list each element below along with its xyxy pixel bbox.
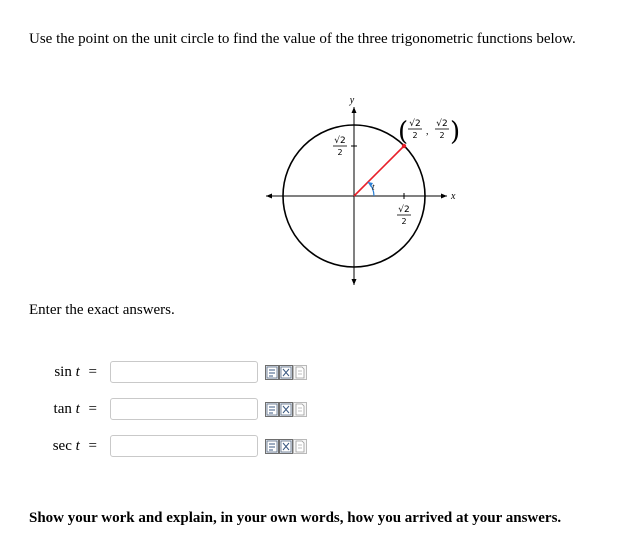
sec-var: t bbox=[75, 438, 80, 454]
tan-var: t bbox=[75, 401, 80, 417]
symbol-editor-icon[interactable] bbox=[279, 402, 293, 417]
tan-fn-name: tan bbox=[53, 401, 72, 417]
sin-fn-name: sin bbox=[54, 364, 72, 380]
sin-equals: = bbox=[88, 364, 97, 380]
sin-answer-row bbox=[0, 361, 638, 385]
y-axis-bottom-arrow bbox=[352, 279, 357, 285]
math-editor-icon[interactable] bbox=[265, 365, 279, 380]
tan-label bbox=[54, 401, 97, 418]
x-axis-right-arrow bbox=[441, 194, 447, 199]
y-axis-label: y bbox=[349, 95, 355, 106]
instruction-text: Use the point on the unit circle to find the value of the three trigonometric functions below. bbox=[29, 31, 576, 47]
angle-label: t bbox=[372, 182, 375, 192]
math-editor-icon[interactable] bbox=[265, 402, 279, 417]
x-tick-numerator: √2 bbox=[398, 205, 410, 215]
symbol-editor-icon[interactable] bbox=[279, 365, 293, 380]
point-label-open-paren: ( bbox=[398, 117, 409, 147]
math-editor-icon[interactable] bbox=[265, 439, 279, 454]
point-x-denominator: 2 bbox=[412, 131, 418, 140]
help-doc-icon[interactable] bbox=[293, 365, 307, 380]
tan-answer-input[interactable] bbox=[110, 398, 258, 420]
x-axis-label: x bbox=[451, 191, 456, 202]
x-axis-left-arrow bbox=[266, 194, 272, 199]
sec-fn-name: sec bbox=[52, 438, 72, 454]
sin-answer-input[interactable] bbox=[110, 361, 258, 383]
unit-circle-figure bbox=[262, 92, 462, 292]
sin-var: t bbox=[75, 364, 80, 380]
point-y-numerator: √2 bbox=[436, 119, 448, 129]
point-comma: , bbox=[426, 126, 429, 137]
show-work-instruction: Show your work and explain, in your own words, how you arrived at your answers. bbox=[29, 510, 562, 526]
y-tick-denominator: 2 bbox=[337, 148, 343, 157]
help-doc-icon[interactable] bbox=[293, 439, 307, 454]
tan-equals: = bbox=[88, 401, 97, 417]
sec-answer-row bbox=[0, 435, 638, 459]
sec-equals: = bbox=[88, 438, 97, 454]
point-y-denominator: 2 bbox=[439, 131, 445, 140]
point-x-numerator: √2 bbox=[409, 119, 421, 129]
terminal-radius bbox=[354, 146, 404, 196]
enter-exact-answers-text: Enter the exact answers. bbox=[29, 302, 175, 318]
tan-answer-row bbox=[0, 398, 638, 422]
symbol-editor-icon[interactable] bbox=[279, 439, 293, 454]
sec-answer-input[interactable] bbox=[110, 435, 258, 457]
x-tick-denominator: 2 bbox=[401, 217, 407, 226]
sec-label bbox=[53, 438, 97, 455]
y-axis-top-arrow bbox=[352, 107, 357, 113]
sin-label bbox=[54, 364, 97, 381]
y-tick-numerator: √2 bbox=[334, 136, 346, 146]
help-doc-icon[interactable] bbox=[293, 402, 307, 417]
point-label-close-paren: ) bbox=[450, 117, 461, 147]
